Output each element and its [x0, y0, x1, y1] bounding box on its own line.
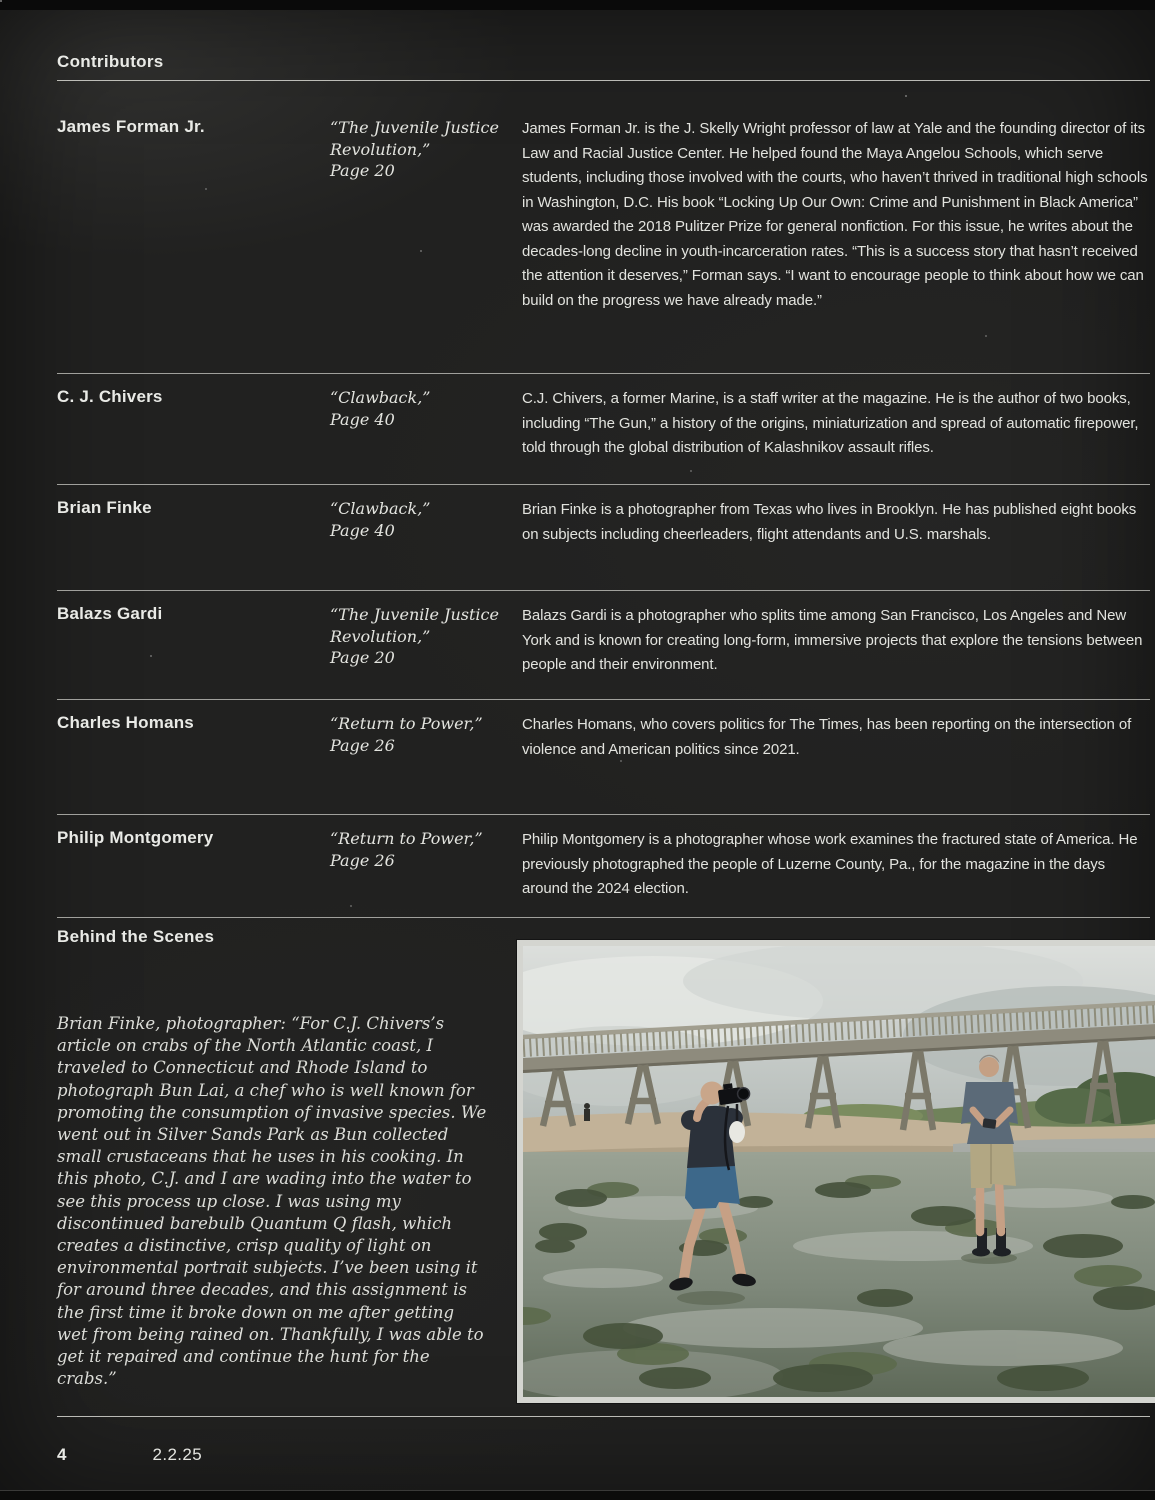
- article-title: “The Juvenile Justice Revolution,”: [330, 605, 499, 646]
- article-title: “Clawback,”: [330, 388, 431, 407]
- contributor-name: Charles Homans: [57, 713, 194, 732]
- photographer-quote: Brian Finke, photographer: “For C.J. Chivers’s article on crabs of the North Atlantic coast, I traveled to Connecticut and Rhode Island to photograph Bun Lai, a chef who is well known for promoting the consumption of invasive species. We went out in Silver Sands Park as Bun collected small crustaceans that he uses in his cooking. In this photo, C.J. and I are wading into the water to see this process up close. I was using my discontinued barebulb Quantum Q flash, which creates a distinctive, crisp quality of light on environmental portrait subjects. I’ve been using it for around three decades, and this assignment is the first time it broke down on me after getting wet from being rained on. Thankfully, I was able to get it repaired and continue the hunt for the crabs.”: [57, 1014, 487, 1389]
- page-footer: [57, 1416, 1150, 1486]
- contributor-row: [57, 81, 1150, 373]
- article-page: Page 40: [330, 520, 395, 540]
- contributor-name: Balazs Gardi: [57, 604, 163, 623]
- contributor-name: C. J. Chivers: [57, 387, 163, 406]
- contributor-bio: Balazs Gardi is a photographer who splits time among San Francisco, Los Angeles and New York and is known for creating long-form, immersive projects that explore the tensions between people and their environment.: [522, 607, 1143, 673]
- behind-the-scenes-left: [57, 918, 517, 1416]
- contributor-article-ref: [330, 713, 500, 814]
- behind-the-scenes-section: [57, 917, 1150, 1416]
- contributor-row: [57, 814, 1150, 917]
- scan-edge-bottom: [0, 1490, 1155, 1500]
- tidal-flat-photo-illustration: [523, 946, 1155, 1397]
- article-title: “The Juvenile Justice Revolution,”: [330, 118, 499, 159]
- section-title-contributors: Contributors: [57, 52, 164, 71]
- contributor-article-ref: [330, 117, 500, 373]
- contributor-row: [57, 590, 1150, 699]
- contributor-name: Philip Montgomery: [57, 828, 214, 847]
- article-page: Page 26: [330, 735, 395, 755]
- article-page: Page 20: [330, 161, 395, 180]
- article-title: “Clawback,”: [330, 499, 431, 518]
- contributor-row: [57, 484, 1150, 590]
- contributor-bio: Philip Montgomery is a photographer whose work examines the fractured state of America. He previously photographed the people of Luzerne County, Pa., for the magazine in the days around the 2024 election.: [522, 831, 1138, 897]
- contributor-article-ref: [330, 387, 500, 484]
- section-title-behind-the-scenes: Behind the Scenes: [57, 927, 215, 946]
- page-number: 4: [57, 1445, 67, 1464]
- contributor-article-ref: [330, 604, 500, 699]
- article-page: Page 40: [330, 409, 395, 429]
- article-title: “Return to Power,”: [330, 714, 483, 733]
- issue-date: 2.2.25: [152, 1445, 203, 1464]
- contributor-bio: Brian Finke is a photographer from Texas who lives in Brooklyn. He has published eight books on subjects including cheerleaders, flight attendants and U.S. marshals.: [522, 501, 1137, 543]
- contributor-row: [57, 373, 1150, 484]
- contributor-name: Brian Finke: [57, 498, 152, 517]
- article-page: Page 26: [330, 850, 395, 870]
- article-page: Page 20: [330, 648, 395, 667]
- behind-the-scenes-photo: [517, 940, 1155, 1403]
- article-title: “Return to Power,”: [330, 829, 483, 848]
- contributor-name: James Forman Jr.: [57, 117, 205, 136]
- contributor-row: [57, 699, 1150, 814]
- contributor-article-ref: [330, 828, 500, 917]
- contributor-bio: C.J. Chivers, a former Marine, is a staff writer at the magazine. He is the author of two books, including “The Gun,” a history of the origins, miniaturization and spread of automatic firepower, told through the global distribution of Kalashnikov assault rifles.: [522, 390, 1139, 456]
- contributor-article-ref: [330, 498, 500, 590]
- contributor-bio: Charles Homans, who covers politics for The Times, has been reporting on the intersection of violence and American politics since 2021.: [522, 716, 1132, 758]
- contributor-bio: James Forman Jr. is the J. Skelly Wright professor of law at Yale and the founding director of its Law and Racial Justice Center. He helped found the Maya Angelou Schools, which serve students, including those involved with the courts, who haven’t thrived in traditional high schools in Washington, D.C. His book “Locking Up Our Own: Crime and Punishment in Black America” was awarded the 2018 Pulitzer Prize for general nonfiction. For this issue, he writes about the decades-long decline in youth-incarceration rates. “This is a success story that hasn’t received the attention it deserves,” Forman says. “I want to encourage people to think about how we can build on the progress we have already made.”: [522, 120, 1148, 309]
